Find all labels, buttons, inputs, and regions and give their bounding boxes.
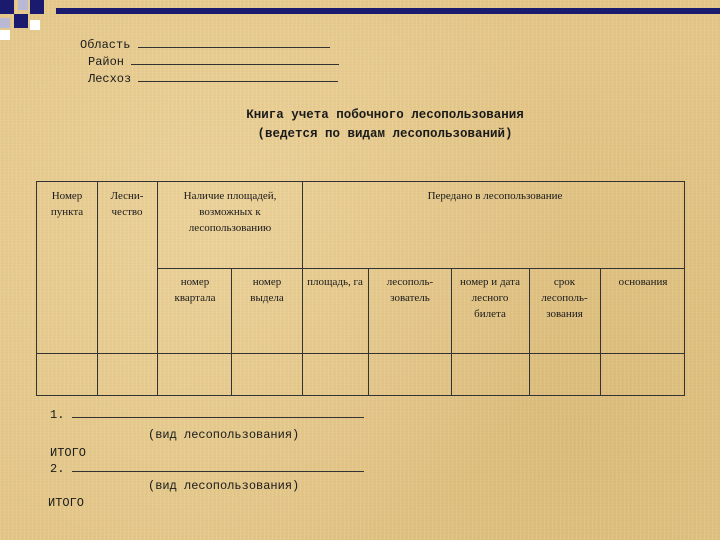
- rayon-label: Район: [88, 55, 125, 69]
- title-line-1: Книга учета побочного лесопользования: [246, 108, 524, 122]
- item-2-row: [50, 462, 364, 476]
- col-header-lesnichestvo: Лесни-чество: [110, 190, 144, 218]
- subheader-kvartal: номер квартала: [174, 276, 216, 304]
- total-1: ИТОГО: [50, 446, 87, 460]
- item-2-field[interactable]: [72, 471, 364, 472]
- rayon-field[interactable]: [131, 64, 339, 65]
- leskhoz-label: Лесхоз: [88, 72, 132, 86]
- item-2-caption: (вид лесопользования): [148, 479, 300, 493]
- total-2: ИТОГО: [48, 496, 85, 510]
- col-header-areas: Наличие площадей, возможных к лесопользованию: [183, 190, 277, 234]
- col-header-transferred: Передано в лесопользование: [427, 190, 563, 202]
- leskhoz-row: [88, 72, 338, 86]
- oblast-field[interactable]: [138, 47, 330, 48]
- col-header-number: Номер пункта: [50, 190, 84, 218]
- register-table: [36, 181, 685, 396]
- subheader-vydel: номер выдела: [250, 276, 284, 304]
- rayon-row: [88, 55, 339, 69]
- subheader-term: срок лесополь-зования: [541, 276, 588, 320]
- item-1-number: 1.: [50, 408, 65, 422]
- top-accent-bar: [56, 8, 720, 14]
- item-1-field[interactable]: [72, 417, 364, 418]
- oblast-row: [80, 38, 330, 52]
- item-2-number: 2.: [50, 462, 65, 476]
- leskhoz-field[interactable]: [138, 81, 338, 82]
- subheader-basis: основания: [618, 276, 668, 288]
- item-1-row: [50, 408, 364, 422]
- item-1-caption: (вид лесопользования): [148, 428, 300, 442]
- document-title: [150, 106, 620, 144]
- oblast-label: Область: [80, 38, 131, 52]
- subheader-ticket: номер и дата лесного билета: [460, 276, 520, 320]
- corner-decoration: [0, 0, 80, 40]
- subheader-user: лесополь-зователь: [386, 276, 434, 304]
- title-line-2: (ведется по видам лесопользований): [257, 127, 513, 141]
- subheader-area: площадь, га: [307, 276, 363, 288]
